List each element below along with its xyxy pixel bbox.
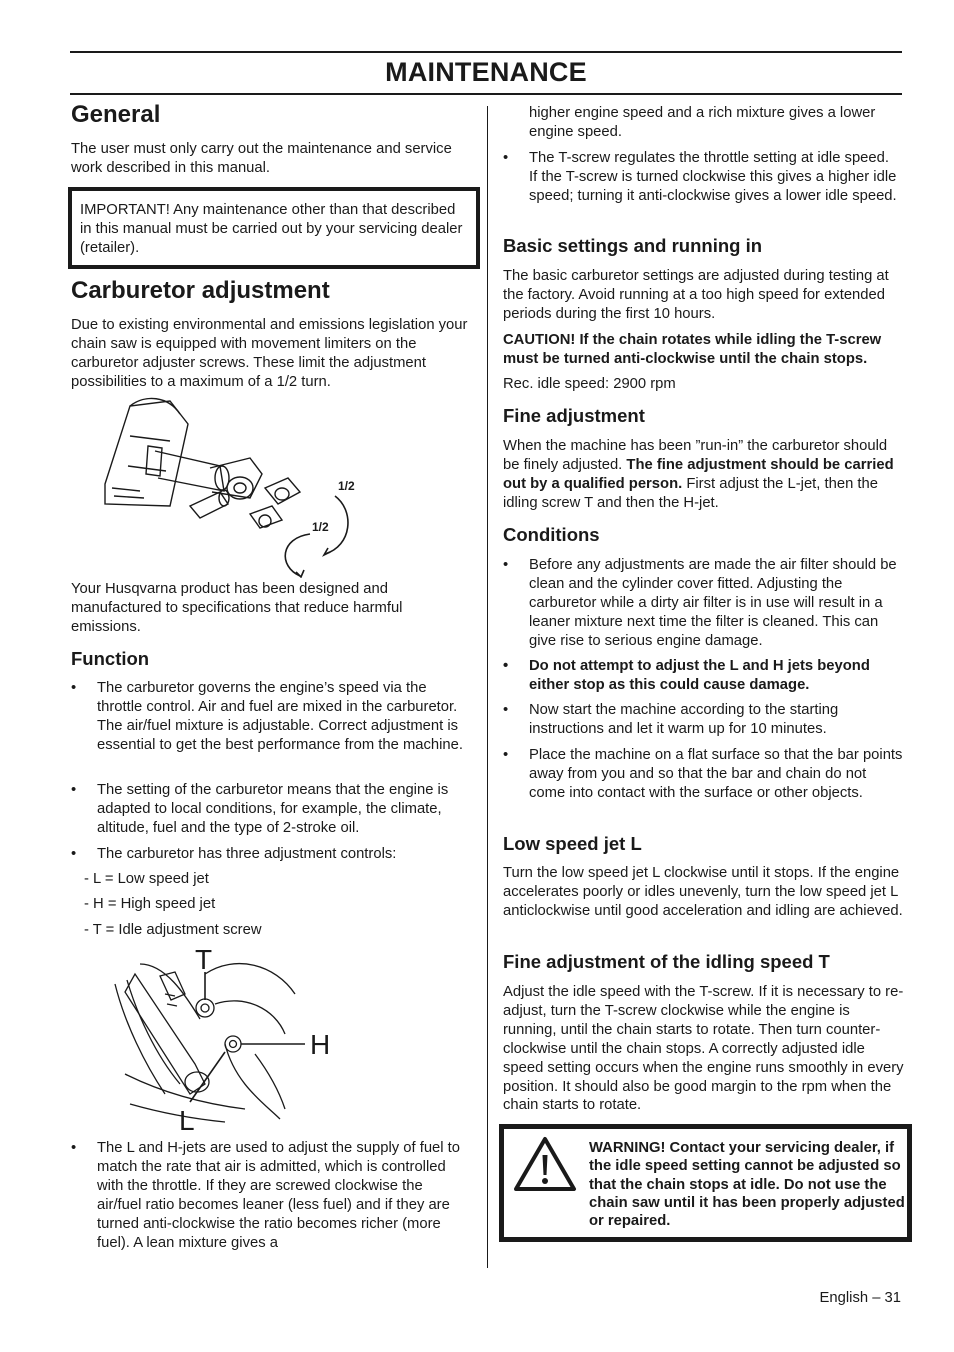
function-bullet-1 (71, 679, 471, 774)
bullet-text: The carburetor has three adjustment controls: (97, 846, 397, 862)
bullet-marker: • (71, 1140, 77, 1156)
tscrew-bullet (503, 149, 903, 225)
general-heading: General (71, 101, 161, 128)
warning-triangle-icon (512, 1135, 578, 1193)
carburetor-heading: Carburetor adjustment (71, 277, 330, 304)
function-bullet-2 (71, 781, 471, 838)
conditions-bullet-3 (503, 701, 903, 739)
bullet-marker: • (71, 782, 77, 798)
idle-fine-adjustment-heading: Fine adjustment of the idling speed T (503, 951, 830, 972)
carburetor-text: Due to existing environmental and emissions legislation your chain saw is equipped with movement limiters on the carburetor adjuster screws. These limit the adjustment possibilities to a maximum of a 1/2 turn. (71, 317, 468, 390)
fine-adjustment-text (503, 437, 903, 513)
low-speed-jet-text: Turn the low speed jet L clockwise until it stops. If the engine accelerates poorly or idles unevenly, turn the low speed jet L anticlockwise until good acceleration and idling are achieved. (503, 865, 903, 919)
bullet-marker: • (503, 702, 509, 718)
page-title: MAINTENANCE (385, 57, 587, 87)
fig2-label-h: H (310, 1029, 331, 1060)
continued-text: higher engine speed and a rich mixture gives a lower engine speed. (529, 105, 876, 140)
idle-speed-text: Rec. idle speed: 2900 rpm (503, 376, 676, 392)
bullet-text: Place the machine on a flat surface so that the bar points away from you and so that the bar and chain do not come into contact with the surface or other objects. (529, 747, 903, 801)
important-text: IMPORTANT! Any maintenance other than that described in this manual must be carried out by your servicing dealer (retailer). (80, 202, 463, 256)
caution-text: CAUTION! If the chain rotates while idling the T-screw must be turned anti-clockwise until the chain stops. (503, 332, 882, 367)
idle-fine-adjustment-text: Adjust the idle speed with the T-screw. If it is necessary to re-adjust, turn the T-screw clockwise while the engine is running, until the chain starts to rotate. Then turn counter-clockwise until the chain stops. A correctly adjusted idle speed setting occurs when the engine runs smoothly in every position. It should also be good margin to the rpm when the chain starts to rotate. (503, 984, 904, 1114)
header-top-rule (70, 51, 902, 53)
header-bottom-rule (70, 93, 902, 95)
bullet-marker: • (503, 150, 509, 166)
fig2-label-t: T (195, 944, 213, 975)
basic-settings-text: The basic carburetor settings are adjusted during testing at the factory. Avoid running at a too high speed for extended periods during the first 10 hours. (503, 268, 889, 322)
bullet-text: The L and H-jets are used to adjust the supply of fuel to match the rate that air is admitted, which is controlled with the throttle. If they are screwed clockwise the air/fuel ratio becomes leaner (less fuel) and if they are turned anti-clockwise the ratio becomes richer (more fuel). A lean mixture gives a (97, 1140, 461, 1251)
fine-text-part-2: First adjust the L-jet, then the idling screw T and then the H-jet. (503, 475, 878, 511)
bullet-text: The carburetor governs the engine’s speed via the throttle control. Air and fuel are mixed in the carburetor. The air/fuel mixture is adjustable. Correct adjustment is essential to get the best performance from the machine. (97, 680, 464, 753)
control-l: - L = Low speed jet (84, 871, 209, 887)
bullet-marker: • (71, 846, 77, 862)
fig2-label-l: L (179, 1105, 195, 1134)
function-bullet-3 (71, 845, 471, 864)
warning-text: WARNING! Contact your servicing dealer, if the idle speed setting cannot be adjusted so that the chain stops at idle. Do not use the chain saw until it has been properly adjusted or repaired. (589, 1140, 905, 1230)
fine-text-part-1: When the machine has been ”run-in” the carburetor should be finely adjusted. (503, 438, 888, 473)
bullet-text: Do not attempt to adjust the L and H jets beyond either stop as this could cause damage. (529, 658, 870, 693)
general-text: The user must only carry out the maintenance and service work described in this manual. (71, 141, 452, 176)
bullet-marker: • (503, 747, 509, 763)
conditions-heading: Conditions (503, 524, 600, 545)
important-box (68, 187, 480, 269)
bullet-text: The T-screw regulates the throttle setting at idle speed. If the T-screw is turned clockwise this gives a higher idle speed; turning it anti-clockwise gives a lower idle speed. (529, 150, 897, 204)
warning-box (499, 1124, 912, 1242)
bullet-text: Before any adjustments are made the air filter should be clean and the cylinder cover fitted. Adjusting the carburetor while a dirty air filter is in use will result in a leaner mixture next time the filter is cleaned. This can give rise to serious engine damage. (529, 557, 897, 649)
jets-bullet (71, 1139, 471, 1253)
control-h: - H = High speed jet (84, 896, 216, 912)
column-divider (487, 106, 488, 1268)
bullet-marker: • (503, 557, 509, 573)
carburetor-screws-illustration (100, 396, 370, 578)
conditions-bullet-2 (503, 657, 903, 695)
basic-settings-heading: Basic settings and running in (503, 235, 763, 256)
emissions-text: Your Husqvarna product has been designed and manufactured to specifications that reduce harmful emissions. (71, 581, 403, 635)
conditions-bullet-1 (503, 556, 903, 651)
fine-text-bold: The fine adjustment should be carried out by a qualified person. (503, 456, 894, 492)
bullet-text: Now start the machine according to the starting instructions and let it warm up for 10 minutes. (529, 702, 839, 737)
conditions-bullet-4 (503, 746, 903, 822)
fig1-label-a: 1/2 (338, 479, 355, 493)
bullet-marker: • (71, 680, 77, 696)
fig1-label-b: 1/2 (312, 520, 329, 534)
function-heading: Function (71, 648, 150, 669)
bullet-text: The setting of the carburetor means that the engine is adapted to local conditions, for example, the climate, altitude, fuel and the type of 2-stroke oil. (97, 782, 449, 836)
bullet-marker: • (503, 658, 509, 674)
control-t: - T = Idle adjustment screw (84, 922, 262, 938)
screw-location-illustration (105, 944, 345, 1134)
low-speed-jet-heading: Low speed jet L (503, 833, 642, 854)
page-number: English – 31 (819, 1290, 901, 1306)
fine-adjustment-heading: Fine adjustment (503, 405, 645, 426)
